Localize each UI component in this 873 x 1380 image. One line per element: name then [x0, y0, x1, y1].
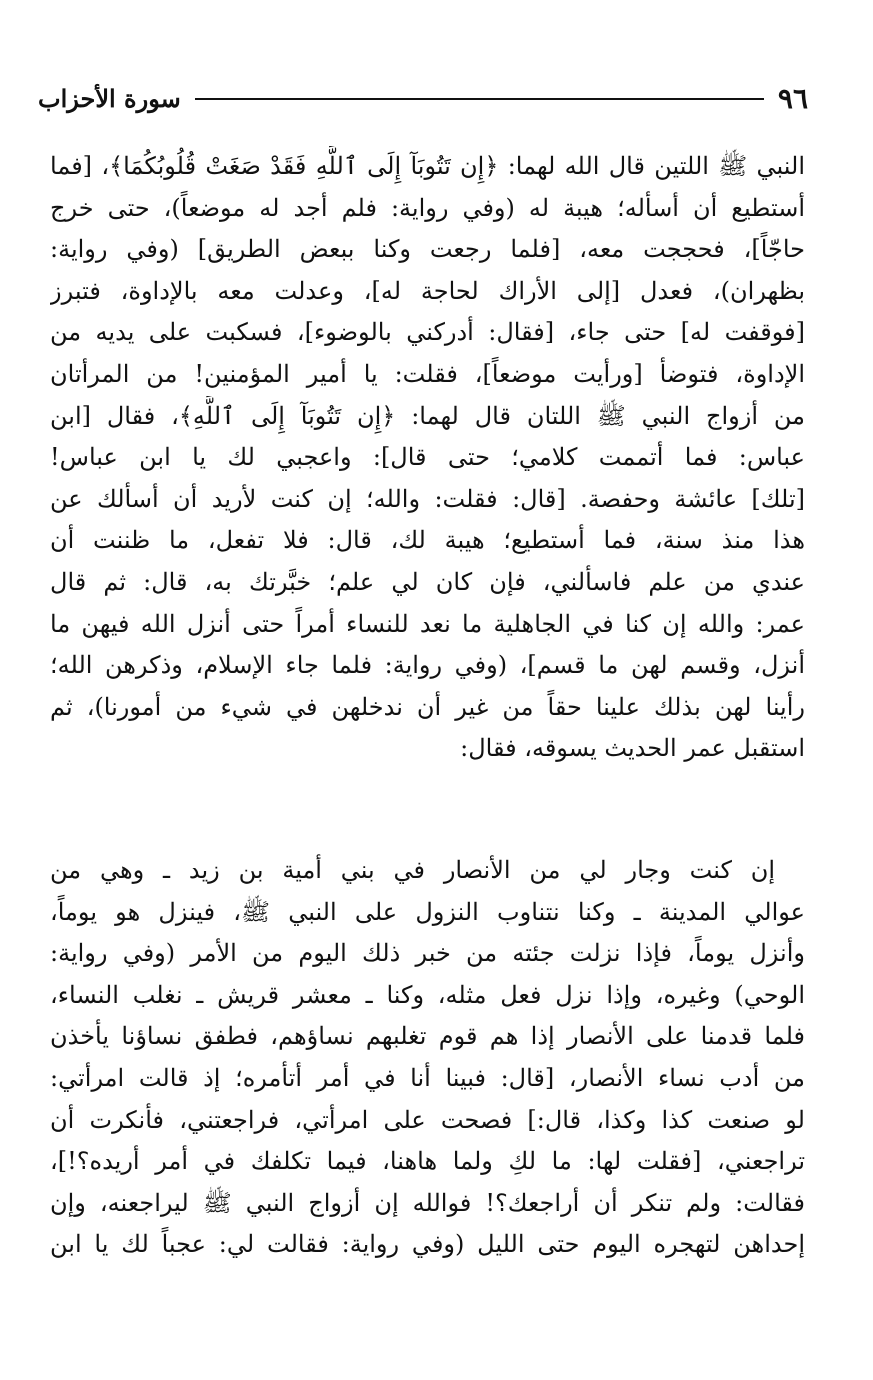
text-line: أستطيع أن أسأله؛ هيبة له (وفي رواية: فلم أجد له موضعاً)، حتى خرج: [50, 193, 805, 222]
text-line: بظهران)، فعدل [إلى الأراك لحاجة له]، وعدلت معه بالإداوة، فتبرز: [50, 276, 805, 305]
text-line: عوالي المدينة ـ وكنا نتناوب النزول على النبي ﷺ، فينزل هو يوماً،: [50, 897, 805, 926]
text-line: عباس: فما أتممت كلامي؛ حتى قال]: واعجبي لك يا ابن عباس!: [50, 443, 805, 472]
text-line: النبي ﷺ اللتين قال الله لهما: ﴿إِن تَتُوبَآ إِلَى ٱللَّهِ فَقَدْ صَغَتْ قُلُوبُكُمَا﴾، [فما: [50, 152, 805, 180]
text-line: عمر: والله إن كنا في الجاهلية ما نعد للنساء أمراً حتى أنزل الله فيهن ما: [50, 609, 805, 638]
page-header: [38, 78, 808, 118]
text-line: عندي من علم فاسألني، فإن كان لي علم؛ خبَّرتك به، قال: ثم قال: [50, 567, 805, 596]
text-line: فقالت: ولم تنكر أن أراجعك؟! فوالله إن أزواج النبي ﷺ ليراجعنه، وإن: [50, 1188, 805, 1217]
text-line: لو صنعت كذا وكذا، قال:] فصحت على امرأتي، فراجعتني، فأنكرت أن: [50, 1105, 805, 1134]
text-line: إحداهن لتهجره اليوم حتى الليل (وفي رواية: فقالت لي: عجباً لك يا ابن: [50, 1230, 805, 1259]
text-line: فلما قدمنا على الأنصار إذا هم قوم تغلبهم نساؤهم، فطفق نساؤنا يأخذن: [50, 1022, 805, 1051]
text-line: [فوقفت له] حتى جاء، [فقال: أدركني بالوضوء]، فسكبت على يديه من: [50, 318, 805, 347]
surah-title: سورة الأحزاب: [38, 83, 181, 113]
text-line: وأنزل يوماً، فإذا نزلت جئته من خبر ذلك اليوم من الأمر (وفي رواية:: [50, 939, 805, 968]
text-line: استقبل عمر الحديث يسوقه، فقال:: [460, 734, 805, 763]
text-line: تراجعني، [فقلت لها: ما لكِ ولما هاهنا، فيما تكلفك في أمر أريده؟!]،: [50, 1147, 805, 1176]
text-line: [تلك] عائشة وحفصة. [قال: فقلت: والله؛ إن كنت لأريد أن أسألك عن: [50, 484, 805, 513]
text-line: من أزواج النبي ﷺ اللتان قال لهما: ﴿إِن تَتُوبَآ إِلَى ٱللَّهِ﴾، فقال [ابن: [50, 401, 805, 430]
text-line: رأينا لهن بذلك علينا حقاً من غير أن ندخلهن في شيء من أمورنا)، ثم: [50, 692, 805, 721]
text-line: من أدب نساء الأنصار، [قال: فبينا أنا في أمر أتأمره؛ إذ قالت امرأتي:: [50, 1063, 805, 1092]
text-line: أنزل، وقسم لهن ما قسم]، (وفي رواية: فلما جاء الإسلام، وذكرهن الله؛: [50, 651, 805, 680]
page-number: ٩٦: [777, 81, 808, 115]
text-line: إن كنت وجار لي من الأنصار في بني أمية بن زيد ـ وهي من: [50, 856, 775, 884]
paragraph-2: [50, 850, 805, 1266]
text-line: الإداوة، فتوضأ [ورأيت موضعاً]، فقلت: يا أمير المؤمنين! من المرأتان: [50, 359, 805, 388]
text-line: حاجّاً]، فحججت معه، [فلما رجعت وكنا ببعض الطريق] (وفي رواية:: [50, 235, 805, 264]
header-divider: [195, 98, 764, 100]
paragraph-1: [50, 146, 805, 770]
text-line: الوحي) وغيره، وإذا نزل فعل مثله، وكنا ـ معشر قريش ـ نغلب النساء،: [50, 980, 805, 1009]
text-line: هذا منذ سنة، فما أستطيع؛ هيبة لك، قال: فلا تفعل، ما ظننت أن: [50, 526, 805, 555]
